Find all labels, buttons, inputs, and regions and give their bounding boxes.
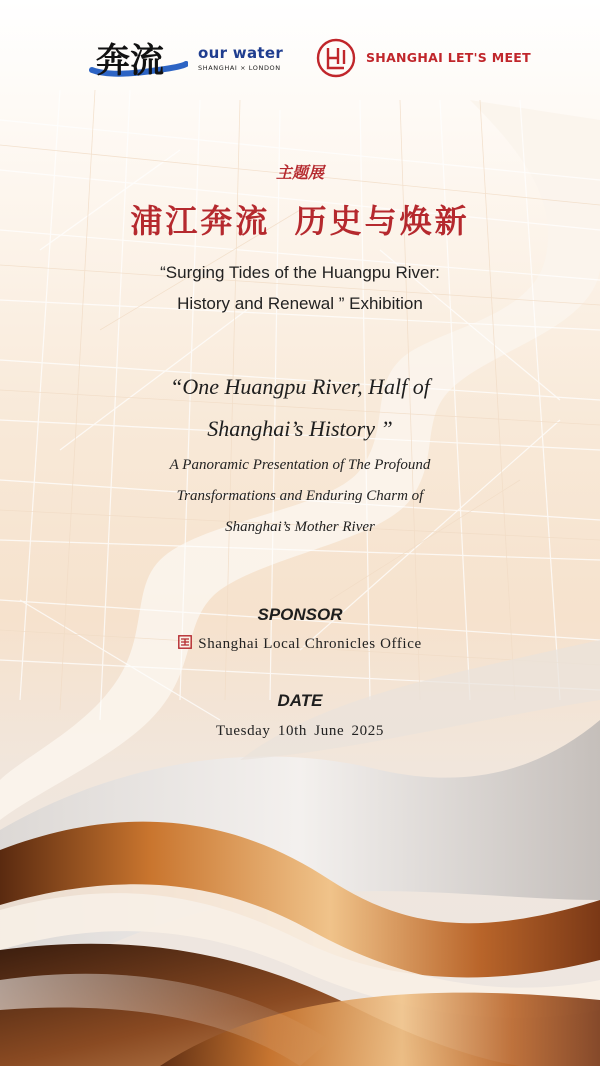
- sponsor-name: Shanghai Local Chronicles Office: [198, 636, 422, 652]
- shanghai-lets-meet-title: SHANGHAI LET'S MEET: [366, 50, 531, 65]
- title-chinese: 浦江奔流 历史与焕新: [130, 202, 470, 240]
- theme-label: 主题展: [275, 163, 324, 182]
- description-line-2: Transformations and Enduring Charm of: [176, 488, 424, 504]
- title-english-line-2: History and Renewal ” Exhibition: [177, 294, 423, 313]
- slogan-quote-line-2: Shanghai’s History ”: [207, 416, 393, 441]
- shanghai-lets-meet-logo: [316, 38, 531, 78]
- our-water-title: our water: [198, 44, 284, 62]
- title-english-line-1: “Surging Tides of the Huangpu River:: [160, 263, 440, 282]
- date-heading: DATE: [277, 691, 323, 710]
- slogan-quote-line-1: “One Huangpu River, Half of: [170, 374, 430, 399]
- sponsor-line: [0, 635, 600, 653]
- calligraphy-logo-icon: [88, 30, 188, 92]
- description-line-3: Shanghai’s Mother River: [225, 519, 375, 535]
- chronicles-office-icon: [178, 635, 192, 649]
- calligraphy-logo-text: 奔流: [96, 41, 164, 81]
- shanghai-seal-icon: [316, 38, 356, 78]
- description-line-1: A Panoramic Presentation of The Profound: [169, 457, 431, 473]
- our-water-subtitle: SHANGHAI × LONDON: [198, 64, 281, 72]
- our-water-logo: [88, 30, 288, 92]
- date-value: Tuesday 10th June 2025: [216, 723, 384, 739]
- sponsor-heading: SPONSOR: [257, 605, 343, 624]
